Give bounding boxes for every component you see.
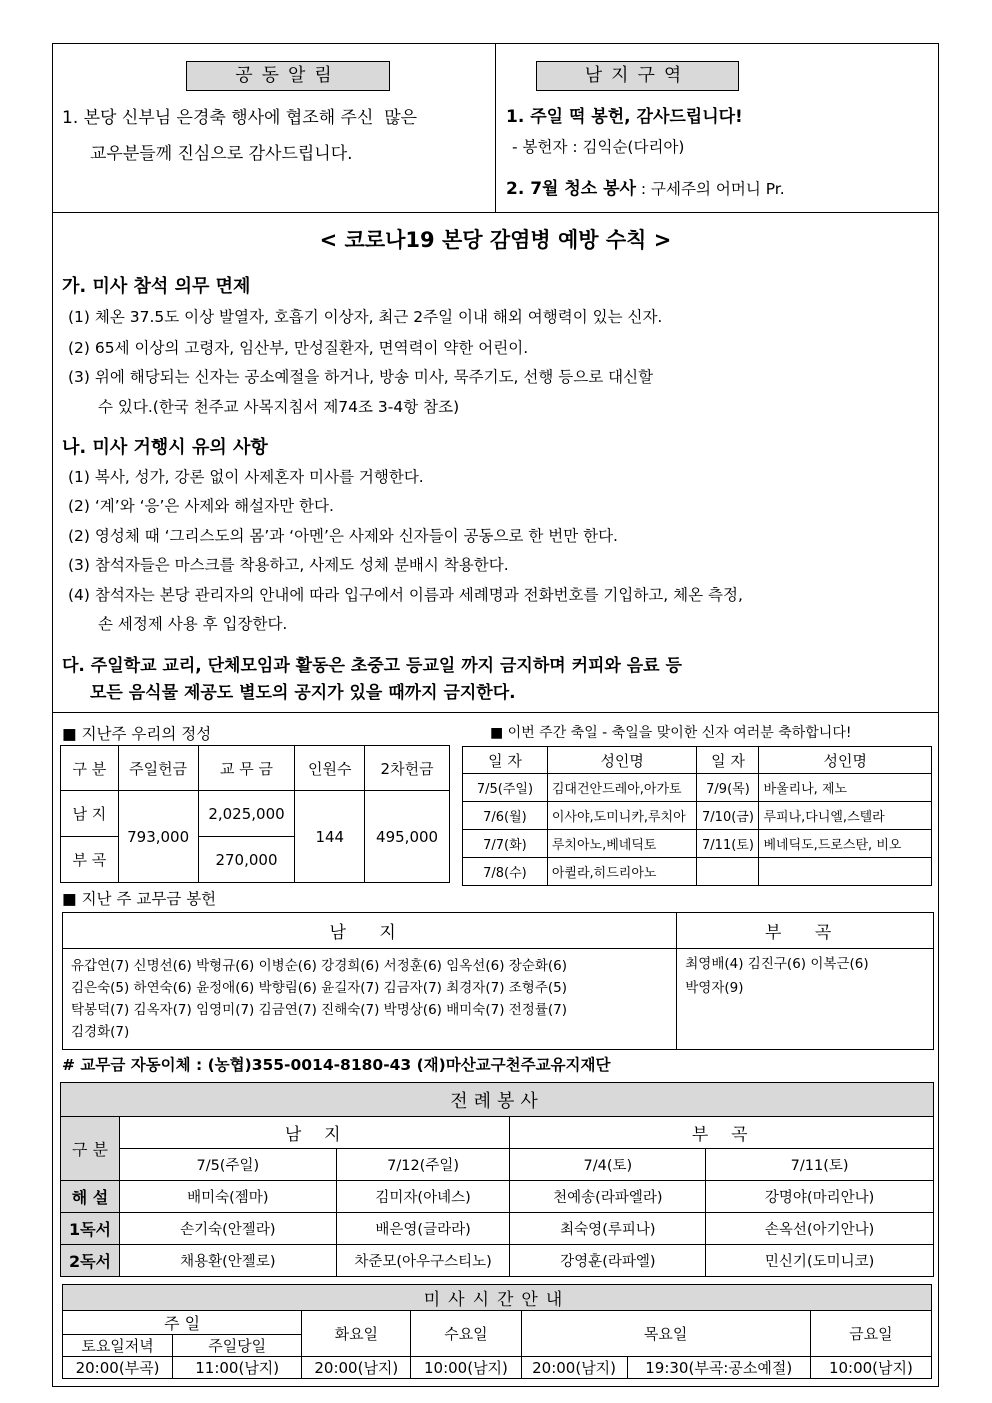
liturgy-row-label: 1독서	[61, 1213, 120, 1245]
corona-title: < 코로나19 본당 감염병 예방 수칙 >	[319, 228, 672, 252]
feast-date: 7/6(월)	[463, 802, 548, 830]
liturgy-title: 전례봉사	[61, 1083, 934, 1117]
liturgy-cell: 강영훈(라파엘)	[510, 1245, 706, 1277]
corona-sec-a: 가. 미사 참석 의무 면제	[62, 276, 251, 297]
offering-dues-nam: 2,025,000	[198, 791, 295, 837]
mass-sunday: 주 일	[63, 1311, 302, 1335]
mass-sun-day: 주일당일	[173, 1335, 302, 1357]
offering-header: 주일헌금	[118, 746, 198, 791]
dues-table	[62, 912, 934, 1050]
offering-sunday: 793,000	[118, 791, 198, 883]
district-line3-bold: 2. 7월 청소 봉사	[506, 179, 636, 199]
mass-thu: 목요일	[521, 1311, 810, 1357]
feast-date: 7/5(주일)	[463, 774, 548, 802]
dues-bu-list	[677, 949, 934, 1050]
feast-saint: 아퀼라,히드리아노	[547, 858, 697, 886]
mass-time: 11:00(남지)	[173, 1357, 302, 1379]
liturgy-cell: 강명야(마리안나)	[706, 1181, 934, 1213]
offering-dues-bu: 270,000	[198, 837, 295, 883]
offering-count: 144	[295, 791, 365, 883]
offering-table	[60, 745, 450, 883]
feast-header: 일 자	[697, 747, 759, 774]
mass-title: 미사시간안내	[63, 1285, 932, 1311]
feast-date: 7/7(화)	[463, 830, 548, 858]
feast-saint	[759, 858, 932, 886]
corona-b5b: 손 세정제 사용 후 입장한다.	[98, 615, 288, 633]
liturgy-cell: 손기숙(안젤라)	[119, 1213, 336, 1245]
liturgy-cell: 배은영(글라라)	[336, 1213, 510, 1245]
feast-saint: 바울리나, 제노	[759, 774, 932, 802]
liturgy-label-col: 구 분	[61, 1117, 120, 1181]
liturgy-date: 7/5(주일)	[119, 1149, 336, 1181]
feast-date: 7/8(수)	[463, 858, 548, 886]
dues-bu-line: 최영배(4) 김진구(6) 이복근(6)	[685, 956, 869, 972]
mass-time: 10:00(남지)	[411, 1357, 521, 1379]
mass-wed: 수요일	[411, 1311, 521, 1357]
liturgy-nam: 남 지	[119, 1117, 510, 1149]
corona-sec-b: 나. 미사 거행시 유의 사항	[62, 437, 268, 458]
corona-b1: (1) 복사, 성가, 강론 없이 사제혼자 미사를 거행한다.	[68, 468, 424, 486]
dues-title: ■ 지난 주 교무금 봉헌	[62, 890, 217, 908]
offering-row-label: 남 지	[61, 791, 119, 837]
corona-a1: (1) 체온 37.5도 이상 발열자, 호흡기 이상자, 최근 2주일 이내 해외 여행력이 있는 신자.	[68, 308, 663, 326]
feast-date: 7/10(금)	[697, 802, 759, 830]
mass-time: 10:00(남지)	[810, 1357, 931, 1379]
offering-row-label: 부 곡	[61, 837, 119, 883]
liturgy-bu: 부 곡	[510, 1117, 934, 1149]
mass-time: 20:00(부곡)	[63, 1357, 173, 1379]
liturgy-cell: 배미숙(젬마)	[119, 1181, 336, 1213]
district-header: 남지구역	[536, 61, 739, 91]
offering-header: 2차헌금	[365, 746, 450, 791]
top-divider	[495, 43, 496, 212]
liturgy-date: 7/11(토)	[706, 1149, 934, 1181]
notice-line2: 교우분들께 진심으로 감사드립니다.	[90, 144, 353, 164]
mass-tue: 화요일	[302, 1311, 411, 1357]
district-line2: - 봉헌자 : 김익순(다리아)	[512, 138, 685, 156]
feast-saint: 루피나,다니엘,스텔라	[759, 802, 932, 830]
mass-table	[62, 1284, 932, 1379]
feast-header: 성인명	[759, 747, 932, 774]
feast-saint: 베네딕도,드로스탄, 비오	[759, 830, 932, 858]
feast-saint: 이사야,도미니카,루치아	[547, 802, 697, 830]
liturgy-cell: 천예송(라파엘라)	[510, 1181, 706, 1213]
liturgy-row-label: 해 설	[61, 1181, 120, 1213]
notice-header: 공동알림	[186, 61, 390, 91]
corona-b4: (3) 참석자들은 마스크를 착용하고, 사제도 성체 분배시 착용한다.	[68, 556, 509, 574]
feast-title: ■ 이번 주간 축일 - 축일을 맞이한 신자 여러분 축하합니다!	[490, 725, 852, 741]
dues-bu-line: 박영자(9)	[685, 980, 744, 996]
liturgy-cell: 김미자(아녜스)	[336, 1181, 510, 1213]
dues-nam-header: 남 지	[63, 913, 677, 949]
feast-date	[697, 858, 759, 886]
mass-time: 20:00(남지)	[302, 1357, 411, 1379]
liturgy-cell: 손옥선(아기안나)	[706, 1213, 934, 1245]
corona-a3b: 수 있다.(한국 천주교 사목지침서 제74조 3-4항 참조)	[98, 398, 460, 416]
offering-title: ■ 지난주 우리의 정성	[62, 725, 212, 743]
dues-nam-line: 김은숙(5) 하연숙(6) 윤정애(6) 박향림(6) 윤길자(7) 김금자(7) 최경자(7) 조형주(5)	[71, 980, 568, 996]
liturgy-cell: 민신기(도미니코)	[706, 1245, 934, 1277]
feast-date: 7/11(토)	[697, 830, 759, 858]
notice-line1: 1. 본당 신부님 은경축 행사에 협조해 주신 많은	[62, 108, 418, 128]
corona-b3: (2) 영성체 때 ‘그리스도의 몸’과 ‘아멘’은 사제와 신자들이 공동으로 한 번만 한다.	[68, 527, 618, 545]
liturgy-date: 7/12(주일)	[336, 1149, 510, 1181]
mass-time: 20:00(남지)	[521, 1357, 627, 1379]
mass-fri: 금요일	[810, 1311, 931, 1357]
dues-account: # 교무금 자동이체 : (농협)355-0014-8180-43 (재)마산교구천주교유지재단	[62, 1056, 611, 1074]
offering-header: 구 분	[61, 746, 119, 791]
liturgy-date: 7/4(토)	[510, 1149, 706, 1181]
district-line3	[506, 174, 785, 199]
feast-header: 성인명	[547, 747, 697, 774]
corona-sec-c1: 다. 주일학교 교리, 단체모임과 활동은 초중고 등교일 까지 금지하며 커피와 음료 등	[62, 656, 682, 676]
offering-header: 교 무 금	[198, 746, 295, 791]
liturgy-cell: 차준모(아우구스티노)	[336, 1245, 510, 1277]
district-line1: 1. 주일 떡 봉헌, 감사드립니다!	[506, 107, 743, 127]
corona-sec-c2: 모든 음식물 제공도 별도의 공지가 있을 때까지 금지한다.	[90, 683, 516, 703]
corona-a2: (2) 65세 이상의 고령자, 임산부, 만성질환자, 면역력이 약한 어린이.	[68, 339, 529, 357]
feast-date: 7/9(목)	[697, 774, 759, 802]
liturgy-row-label: 2독서	[61, 1245, 120, 1277]
feast-table	[462, 746, 932, 886]
mass-time: 19:30(부곡:공소예절)	[627, 1357, 810, 1379]
offering-second: 495,000	[365, 791, 450, 883]
feast-saint: 김대건안드레아,아가토	[547, 774, 697, 802]
mass-sat-eve: 토요일저녁	[63, 1335, 173, 1357]
district-line3-rest: : 구세주의 어머니 Pr.	[635, 180, 785, 198]
corona-a3: (3) 위에 해당되는 신자는 공소예절을 하거나, 방송 미사, 묵주기도, 선행 등으로 대신할	[68, 368, 654, 386]
corona-b2: (2) ‘계’와 ‘응’은 사제와 해설자만 한다.	[68, 497, 334, 515]
dues-nam-list	[63, 949, 677, 1050]
corona-divider	[52, 712, 939, 713]
liturgy-table	[60, 1082, 934, 1277]
corona-b5: (4) 참석자는 본당 관리자의 안내에 따라 입구에서 이름과 세례명과 전화번호를 기입하고, 체온 측정,	[68, 586, 743, 604]
liturgy-cell: 채용환(안젤로)	[119, 1245, 336, 1277]
dues-bu-header: 부 곡	[677, 913, 934, 949]
feast-saint: 루치아노,베네딕토	[547, 830, 697, 858]
dues-nam-line: 탁봉덕(7) 김옥자(7) 임영미(7) 김금연(7) 진해숙(7) 박명상(6) 배미숙(7) 전정률(7)	[71, 1002, 568, 1018]
offering-header: 인원수	[295, 746, 365, 791]
feast-header: 일 자	[463, 747, 548, 774]
liturgy-cell: 최숙영(루피나)	[510, 1213, 706, 1245]
dues-nam-line: 유갑연(7) 신명선(6) 박형규(6) 이병순(6) 강경희(6) 서정훈(6) 임옥선(6) 장순화(6)	[71, 958, 568, 974]
dues-nam-line: 김경화(7)	[71, 1024, 130, 1040]
